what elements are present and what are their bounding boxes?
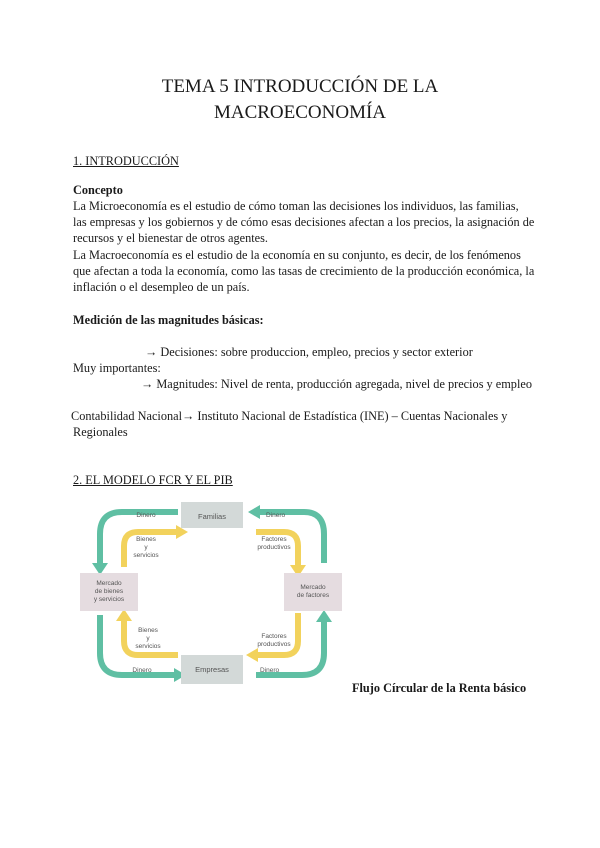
goods-services-label-bottom: y [146, 635, 150, 642]
paragraph-line: La Microeconomía es el estudio de cómo toman las decisiones los individuos, las familias, [73, 199, 519, 213]
factors-arrowhead-lower [246, 648, 258, 662]
factor-market-label: Mercado [300, 584, 326, 591]
paragraph-line: inflación o el desempleo de un país. [73, 280, 250, 294]
money-arrowhead-right [316, 610, 332, 622]
factor-market-box [284, 573, 342, 611]
goods-services-label-top: servicios [133, 552, 159, 559]
goods-market-box [80, 573, 138, 611]
concept-label: Concepto [73, 183, 123, 197]
goods-market-label: Mercado [96, 580, 122, 587]
diagram-caption: Flujo Círcular de la Renta básico [352, 681, 527, 695]
goods-services-label-top: Bienes [136, 536, 156, 543]
money-label-top-left: Dinero [136, 512, 156, 519]
goods-services-label-bottom: Bienes [138, 627, 158, 634]
goods-market-label: y servicios [93, 596, 125, 603]
goods-market-label: de bienes [94, 588, 124, 595]
paragraph-line: La Macroeconomía es el estudio de la economía en su conjunto, es decir, de los fenómenos [73, 248, 521, 262]
factors-label-top: productivos [257, 544, 291, 551]
paragraph-line: que afectan a toda la economía, como las tasas de crecimiento de la producción económica, la [73, 264, 535, 278]
section-2-heading: 2. EL MODELO FCR Y EL PIB [73, 473, 233, 487]
accounting-line: Contabilidad Nacional→ Instituto Nacional de Estadística (INE) – Cuentas Nacionales y [71, 409, 508, 423]
accounting-line: Regionales [73, 425, 128, 439]
goods-services-label-bottom: servicios [135, 643, 161, 650]
families-label: Familias [198, 512, 226, 521]
paragraph-line: las empresas y los gobiernos y de cómo esas decisiones afectan a los precios, la asignación de [73, 215, 535, 229]
firms-box [181, 655, 243, 684]
factors-label-top: Factores [261, 536, 287, 543]
circular-flow-diagram [78, 495, 354, 689]
factors-label-bottom: productivos [257, 641, 291, 648]
measurement-heading: Medición de las magnitudes básicas: [73, 313, 264, 327]
families-box [181, 502, 243, 528]
factors-label-bottom: Factores [261, 633, 287, 640]
title-line-1: TEMA 5 INTRODUCCIÓN DE LA [161, 76, 439, 97]
firms-label: Empresas [195, 665, 229, 674]
money-label-bottom-right: Dinero [260, 667, 280, 674]
page-title [60, 74, 540, 126]
money-label-top-right: Dinero [266, 512, 286, 519]
money-arrowhead-top [248, 505, 260, 519]
decisions-line: → Decisiones: sobre produccion, empleo, precios y sector exterior [145, 345, 473, 359]
section-1-heading: 1. INTRODUCCIÓN [73, 154, 179, 168]
paragraph-line: recursos y el bienestar de otros agentes. [73, 231, 268, 245]
factor-market-label: de factores [296, 592, 330, 599]
goods-services-label-top: y [144, 544, 148, 551]
important-label: Muy importantes: [73, 361, 161, 375]
title-line-2: MACROECONOMÍA [213, 102, 387, 123]
magnitudes-line: → Magnitudes: Nivel de renta, producción agregada, nivel de precios y empleo [141, 377, 532, 391]
money-label-bottom-left: Dinero [132, 667, 152, 674]
